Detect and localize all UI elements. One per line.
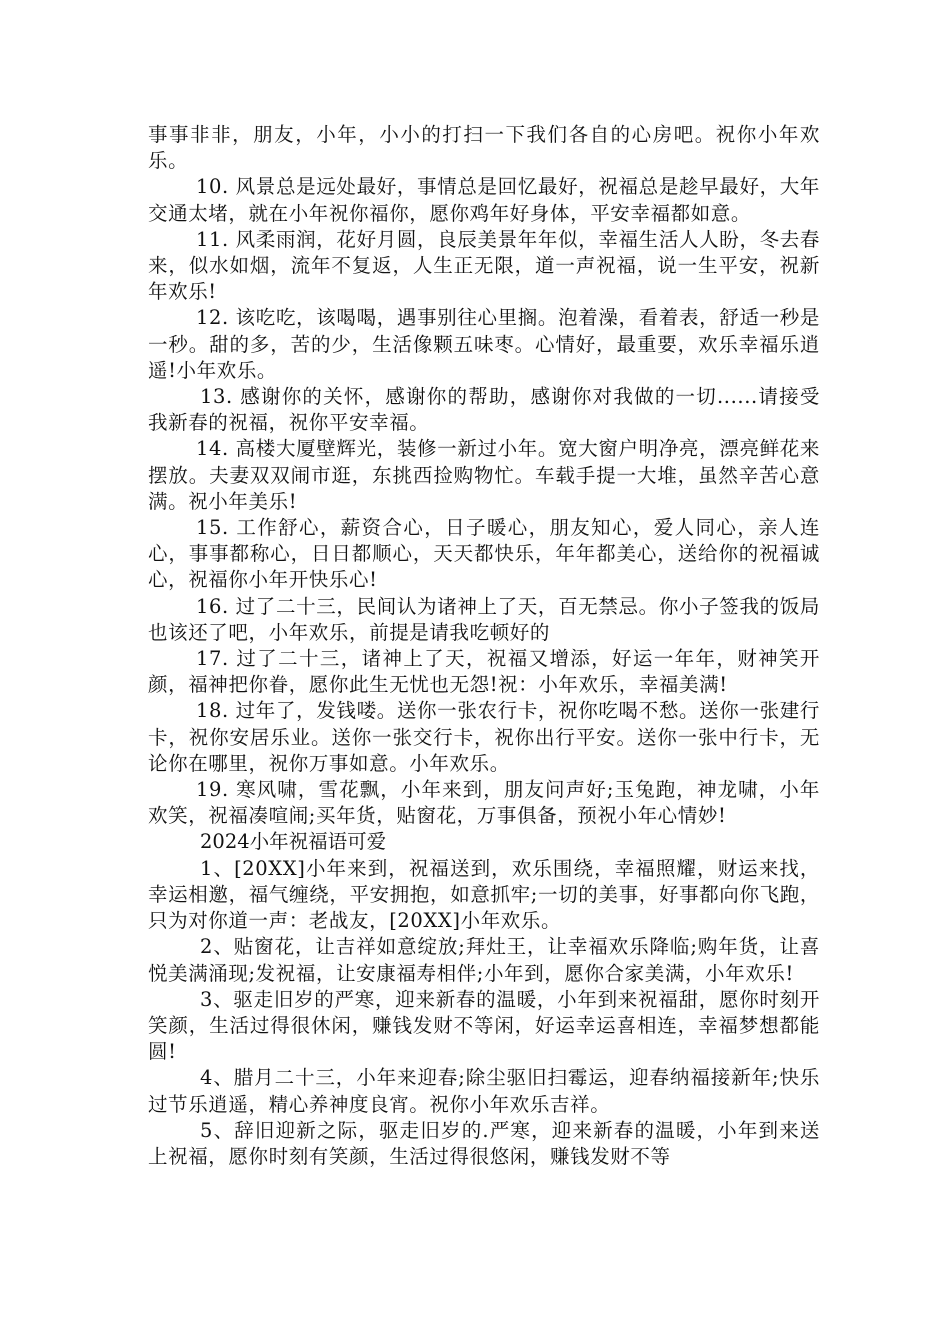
paragraph-11: 11. 风柔雨润，花好月圆，良辰美景年年似，幸福生活人人盼，冬去春来，似水如烟，流年不复返，人生正无限，道一声祝福，说一生平安，祝新年欢乐!	[148, 227, 820, 304]
paragraph-19: 19. 寒风啸，雪花飘，小年来到，朋友问声好;玉兔跑，神龙啸，小年欢笑，祝福凑喧闹;买年货，贴窗花，万事俱备，预祝小年心情妙!	[148, 778, 820, 828]
document-page	[148, 122, 820, 1170]
paragraph-10: 10. 风景总是远处最好，事情总是回忆最好，祝福总是趁早最好，大年交通太堵，就在小年祝你福你，愿你鸡年好身体，平安幸福都如意。	[148, 175, 820, 225]
paragraph-continued: 事事非非，朋友，小年，小小的打扫一下我们各自的心房吧。祝你小年欢乐。	[148, 123, 820, 173]
paragraph-12: 12. 该吃吃，该喝喝，遇事别往心里搁。泡着澡，看着表，舒适一秒是一秒。甜的多，苦的少，生活像颗五味枣。心情好，最重要，欢乐幸福乐逍遥!小年欢乐。	[148, 306, 820, 382]
section-paragraph-1: 1、[20XX]小年来到，祝福送到，欢乐围绕，幸福照耀，财运来找，幸运相邀，福气缠绕，平安拥抱，如意抓牢;一切的美事，好事都向你飞跑，只为对你道一声：老战友，[20XX]小年欢乐。	[148, 856, 820, 933]
paragraph-13: 13. 感谢你的关怀，感谢你的帮助，感谢你对我做的一切......请接受我新春的祝福，祝你平安幸福。	[148, 385, 820, 435]
paragraph-16: 16. 过了二十三，民间认为诸神上了天，百无禁忌。你小子签我的饭局也该还了吧，小年欢乐，前提是请我吃顿好的	[148, 594, 820, 644]
section-paragraph-4: 4、腊月二十三，小年来迎春;除尘驱旧扫霉运，迎春纳福接新年;快乐过节乐逍遥，精心养神度良宵。祝你小年欢乐吉祥。	[148, 1066, 820, 1116]
section-paragraph-5: 5、辞旧迎新之际，驱走旧岁的.严寒，迎来新春的温暖，小年到来送上祝福，愿你时刻有笑颜，生活过得很悠闲，赚钱发财不等	[148, 1118, 820, 1168]
section-paragraph-2: 2、贴窗花，让吉祥如意绽放;拜灶王，让幸福欢乐降临;购年货，让喜悦美满涌现;发祝福，让安康福寿相伴;小年到，愿你合家美满，小年欢乐!	[148, 935, 820, 985]
paragraph-17: 17. 过了二十三，诸神上了天，祝福又增添，好运一年年，财神笑开颜，福神把你眷，愿你此生无忧也无怨!祝：小年欢乐，幸福美满!	[148, 647, 820, 697]
paragraph-15: 15. 工作舒心，薪资合心，日子暖心，朋友知心，爱人同心，亲人连心，事事都称心，日日都顺心，天天都快乐，年年都美心，送给你的祝福诚心，祝福你小年开快乐心!	[148, 516, 820, 592]
section-heading: 2024小年祝福语可爱	[200, 830, 387, 854]
paragraph-18: 18. 过年了，发钱喽。送你一张农行卡，祝你吃喝不愁。送你一张建行卡，祝你安居乐业。送你一张交行卡，祝你出行平安。送你一张中行卡，无论你在哪里，祝你万事如意。小年欢乐。	[148, 699, 820, 775]
paragraph-14: 14. 高楼大厦壁辉光，装修一新过小年。宽大窗户明净亮，漂亮鲜花来摆放。夫妻双双闹市逛，东挑西捡购物忙。车载手提一大堆，虽然辛苦心意满。祝小年美乐!	[148, 437, 820, 513]
section-paragraph-3: 3、驱走旧岁的严寒，迎来新春的温暖，小年到来祝福甜，愿你时刻开笑颜，生活过得很休闲，赚钱发财不等闲，好运幸运喜相连，幸福梦想都能圆!	[148, 987, 820, 1064]
